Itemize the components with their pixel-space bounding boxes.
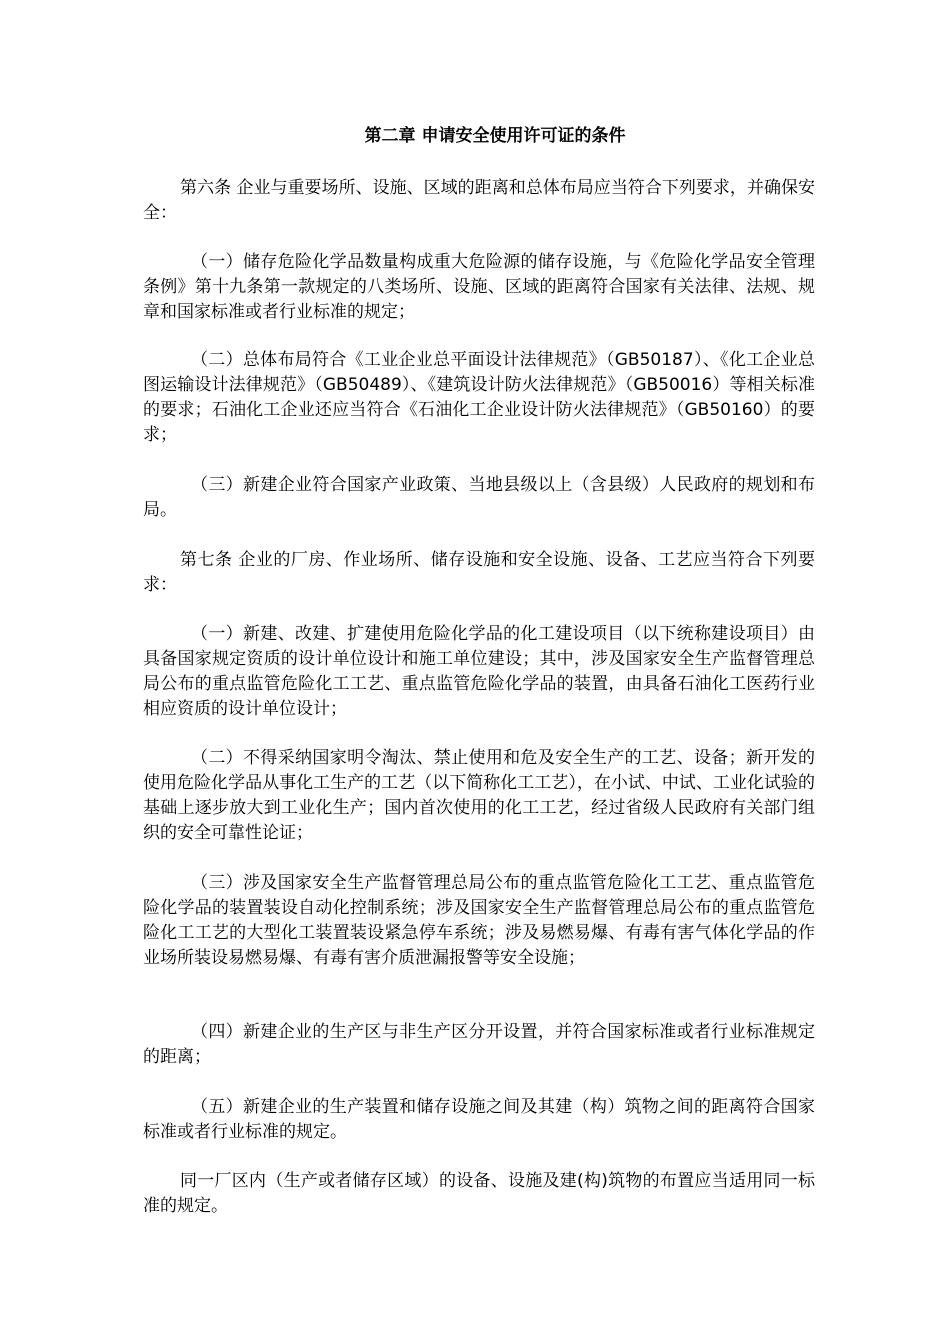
article-7-item-5: （五）新建企业的生产装置和储存设施之间及其建（构）筑物之间的距离符合国家标准或者行业标准的规定。 [143,1097,815,1142]
article-6-item-2: （二）总体布局符合《工业企业总平面设计法律规范》（GB50187）、《化工企业总图运输设计法律规范》（GB50489）、《建筑设计防火法律规范》（GB50016）等相关标准的要求；石油化工企业还应当符合《石油化工企业设计防火法律规范》（GB50160）的要求； [143,350,815,445]
article-7-item-4: （四）新建企业的生产区与非生产区分开设置，并符合国家标准或者行业标准规定的距离； [143,1022,815,1067]
closing-paragraph: 同一厂区内（生产或者储存区域）的设备、设施及建(构)筑物的布置应当适用同一标准的规定。 [143,1171,815,1216]
article-7-intro: 第七条 企业的厂房、作业场所、储存设施和安全设施、设备、工艺应当符合下列要求： [143,550,815,595]
chapter-title: 第二章 申请安全使用许可证的条件 [364,126,626,146]
article-6-intro: 第六条 企业与重要场所、设施、区域的距离和总体布局应当符合下列要求，并确保安全： [143,178,815,223]
article-7-item-2: （二）不得采纳国家明令淘汰、禁止使用和危及安全生产的工艺、设备；新开发的使用危险化学品从事化工生产的工艺（以下简称化工工艺），在小试、中试、工业化试验的基础上逐步放大到工业化生产；国内首次使用的化工工艺，经过省级人民政府有关部门组织的安全可靠性论证； [143,748,815,843]
article-7-item-3: （三）涉及国家安全生产监督管理总局公布的重点监管危险化工工艺、重点监管危险化学品的装置装设自动化控制系统；涉及国家安全生产监督管理总局公布的重点监管危险化工工艺的大型化工装置装设紧急停车系统；涉及易燃易爆、有毒有害气体化学品的作业场所装设易燃易爆、有毒有害介质泄漏报警等安全设施； [143,873,815,968]
article-7-item-1: （一）新建、改建、扩建使用危险化学品的化工建设项目（以下统称建设项目）由具备国家规定资质的设计单位设计和施工单位建设；其中，涉及国家安全生产监督管理总局公布的重点监管危险化工工艺、重点监管危险化学品的装置，由具备石油化工医药行业相应资质的设计单位设计； [143,624,815,719]
article-6-item-1: （一）储存危险化学品数量构成重大危险源的储存设施，与《危险化学品安全管理条例》第十九条第一款规定的八类场所、设施、区域的距离符合国家有关法律、法规、规章和国家标准或者行业标准的规定； [143,252,815,322]
article-6-item-3: （三）新建企业符合国家产业政策、当地县级以上（含县级）人民政府的规划和布局。 [143,475,815,520]
